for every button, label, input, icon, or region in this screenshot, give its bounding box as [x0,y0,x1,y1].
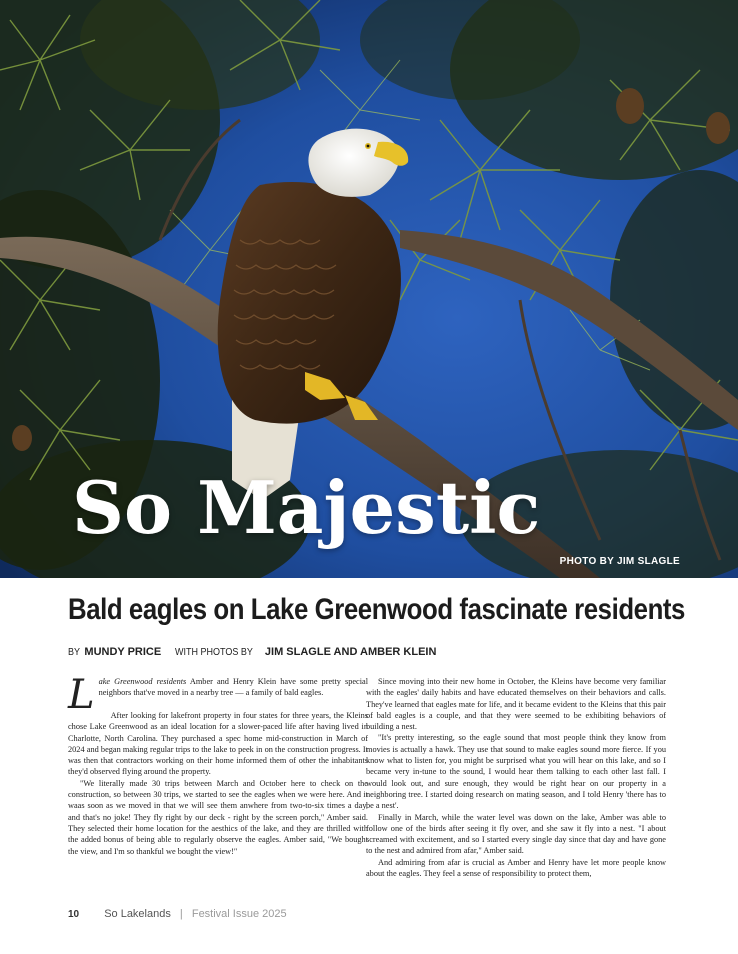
article-paragraph: "We literally made 30 trips between March and October here to check on the construction, so between 30 trips, we started to see the eagles when we were here. And it waas soon as we moved in that we will see them anwhere from two-to-six times a day, and that's no joke! They fly right by our deck - right by the screen porch," Amber said. They selected their home location for the aesthics of the lake, and they are thrilled with the added bonus of being able to regularly observe the eagles. Amber said, "We bought the view, and I'm so thankful we bought the view!" [68,778,368,856]
article-paragraph: "It's pretty interesting, so the eagle sound that most people think they know from movies is actually a hawk. They use that sound to make eagles sound more fierce. If you know what to listen for, you might be surprised what you will hear on this lake, and so I became very in-tune to the sound, I would hear them talking to each other last fall. I would look out, and sure enough, they would be right hear on our property in a neighboring tree. I started doing research on mating season, and I told Henry 'there has to be a nest'. [366,733,666,811]
article-column-right [366,676,666,879]
drop-cap: L [68,672,95,718]
page-title: So Majestic [72,465,541,550]
footer-separator: | [179,908,183,920]
page-footer [68,908,287,920]
article-paragraph: After looking for lakefront property in four states for three years, the Kleins chose Lake Greenwood as an ideal location for a slower-paced life after having lived in Charlotte, North Carolina. They purchased a spec home mid-construction in March of 2024 and began making regular trips to the lake to peek in on the construction progress. It was then that contractors working on their home informed them of other the inhabitants they'd observed flying around the property. [68,711,368,777]
photo-credit: PHOTO BY JIM SLAGLE [559,556,680,567]
article-paragraph: Since moving into their new home in October, the Kleins have become very familiar with the eagles' daily habits and have educated themselves on their behaviors and calls. They've learned that eagles mate for life, and it became evident to the Kleins that this pair of bald eagles is a couple, and that they were seemed to be exhibiting behaviors of building a nest. [366,677,666,732]
article-headline: Bald eagles on Lake Greenwood fascinate residents [68,593,685,626]
byline-photographers: JIM SLAGLE AND AMBER KLEIN [264,646,437,658]
page-number: 10 [68,909,80,920]
byline-by-label: BY [68,647,81,658]
byline [68,646,436,658]
magazine-name: So Lakelands [104,908,171,920]
lead-in: ake Greenwood residents [98,677,187,686]
article-column-left [68,672,368,857]
byline-author: MUNDY PRICE [84,646,162,658]
article-paragraph [68,672,368,718]
issue-name: Festival Issue 2025 [191,908,287,920]
article-paragraph: Finally in March, while the water level was down on the lake, Amber was able to follow one of the birds after seeing it fly over, and she saw it fly into a nest. "I about screamed with excitement, and so I started every single day since that day and have gone to the nest and admired from afar," Amber said. [366,812,666,856]
byline-photos-label: WITH PHOTOS BY [175,647,254,658]
article-paragraph: And admiring from afar is crucial as Amber and Henry have let more people know about the eagles. They feel a sense of responsibility to protect them, [366,857,666,879]
paragraph-text: Amber and Henry Klein have some pretty special neighbors that've moved in a nearby tree — a family of bald eagles. [98,677,368,698]
